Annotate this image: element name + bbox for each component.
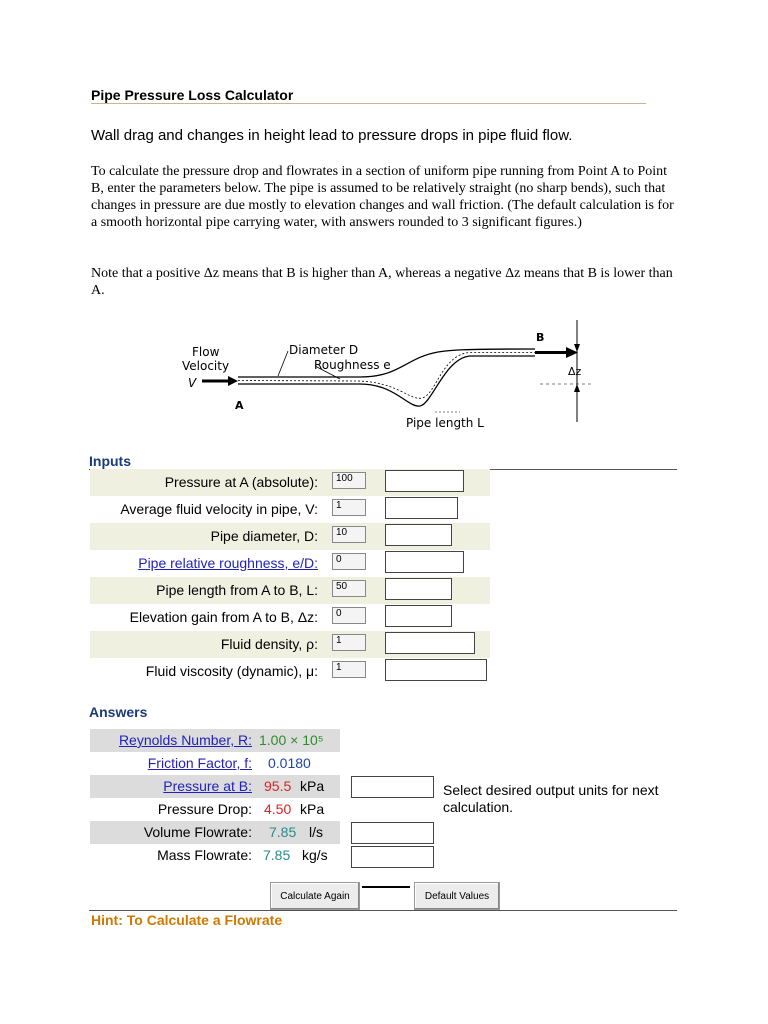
diameter-input[interactable]: 10 [332,526,366,543]
elevation-unit-select[interactable] [385,605,452,627]
roughness-label: Roughness e [314,358,391,372]
input-row-length [90,577,490,604]
default-values-button[interactable]: Default Values [414,882,500,910]
diameter-unit-select[interactable] [385,524,452,546]
pressure-b-unit: kPa [300,778,325,794]
input-row-elevation [90,604,490,631]
button-separator [362,886,410,888]
diameter-label: Pipe diameter, D: [210,528,318,544]
length-unit-select[interactable] [385,578,452,600]
mass-flow-unit-select[interactable] [351,846,434,868]
diameter-pointer [278,351,288,376]
elevation-label: Elevation gain from A to B, Δz: [129,609,318,625]
pressure-drop-value: 4.50 [264,801,292,817]
density-label: Fluid density, ρ: [220,636,318,652]
velocity-label: Average fluid velocity in pipe, V: [120,501,318,517]
answer-row-volume-flow [90,821,340,844]
pressure-b-value: 95.5 [264,778,292,794]
pressure-drop-label: Pressure Drop: [157,801,252,817]
pressure-a-label: Pressure at A (absolute): [164,474,318,490]
hint-divider [89,910,677,911]
answer-row-pressure-drop [90,798,340,821]
velocity-unit-select[interactable] [385,497,458,519]
friction-value: 0.0180 [268,755,311,771]
volume-flow-unit-select[interactable] [351,822,434,844]
reynolds-link[interactable]: Reynolds Number, R: [118,732,252,748]
dz-arrow-bottom [574,384,580,392]
volume-flow-unit: l/s [309,824,323,840]
page-title: Pipe Pressure Loss Calculator [91,87,294,103]
pressure-output-unit-select[interactable] [351,776,434,798]
answer-row-friction [90,752,340,775]
point-a-label: A [235,399,244,412]
density-unit-select[interactable] [385,632,475,654]
pressure-a-input[interactable]: 100 [332,472,366,489]
pipe-length-label: Pipe length L [406,416,484,430]
flow-label-1: Flow [192,345,220,359]
dz-arrow-top [574,344,580,352]
instructions-paragraph: To calculate the pressure drop and flowrates in a section of uniform pipe running from Point A to Point B, enter the parameters below. The pipe is assumed to be relatively straight (no sharp bends), such that changes in pressure are due mostly to elevation changes and wall friction. (The default calculation is for a smooth horizontal pipe carrying water, with answers rounded to 3 significant figures.) [91,164,674,230]
pressure-a-unit-select[interactable] [385,470,464,492]
input-row-density [90,631,490,658]
inputs-heading: Inputs [89,453,131,469]
elevation-note-paragraph: Note that a positive Δz means that B is higher than A, whereas a negative Δz means that B is lower than A. [91,266,673,298]
pressure-drop-unit: kPa [300,801,325,817]
title-divider [91,103,646,104]
input-row-diameter [90,523,490,550]
calculate-again-button[interactable]: Calculate Again [270,882,360,910]
roughness-link[interactable]: Pipe relative roughness, e/D: [138,555,318,571]
density-input[interactable]: 1 [332,634,366,651]
volume-flow-label: Volume Flowrate: [143,824,252,840]
roughness-input[interactable]: 0 [332,553,366,570]
answer-row-reynolds [90,729,340,752]
answer-row-mass-flow [90,844,340,867]
viscosity-unit-select[interactable] [385,659,487,681]
reynolds-value: 1.00 × 10⁵ [259,732,324,748]
length-input[interactable]: 50 [332,580,366,597]
input-row-velocity [90,496,490,523]
answer-row-pressure-b [90,775,340,798]
viscosity-input[interactable]: 1 [332,661,366,678]
flow-label-2: Velocity [182,359,230,373]
output-units-note: Select desired output units for next calculation. [443,782,659,815]
mass-flow-value: 7.85 [263,847,291,863]
hint-heading: Hint: To Calculate a Flowrate [91,912,283,928]
elevation-input[interactable]: 0 [332,607,366,624]
input-row-viscosity [90,658,490,685]
flow-arrow-head [228,376,238,386]
velocity-symbol: V [188,376,197,390]
viscosity-label: Fluid viscosity (dynamic), μ: [145,663,318,679]
pressure-b-link[interactable]: Pressure at B: [163,778,252,794]
answers-heading: Answers [89,704,148,720]
point-b-label: B [536,331,545,344]
volume-flow-value: 7.85 [269,824,297,840]
friction-link[interactable]: Friction Factor, f: [147,755,252,771]
diameter-label: Diameter D [289,343,359,357]
input-row-pressure-a [90,469,490,496]
mass-flow-label: Mass Flowrate: [157,847,252,863]
mass-flow-unit: kg/s [302,847,328,863]
pipe-diagram [180,318,600,433]
input-row-roughness [90,550,490,577]
length-label: Pipe length from A to B, L: [156,582,318,598]
delta-z-label: Δz [568,365,582,378]
intro-text: Wall drag and changes in height lead to pressure drops in pipe fluid flow. [91,127,573,144]
roughness-unit-select[interactable] [385,551,464,573]
velocity-input[interactable]: 1 [332,499,366,516]
